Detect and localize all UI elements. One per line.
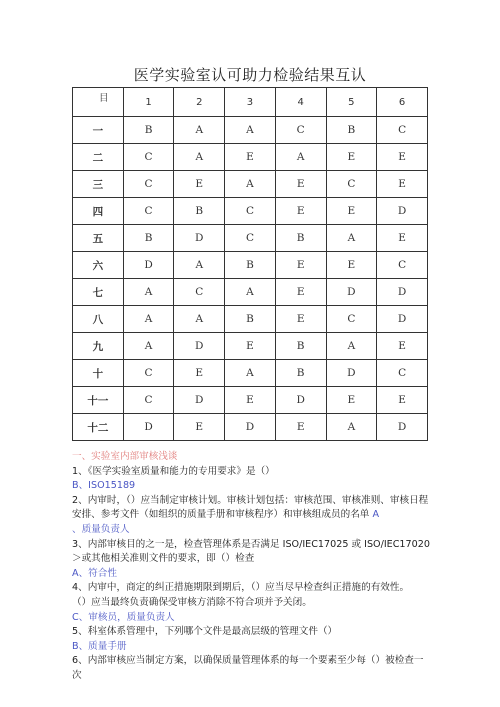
- row-label: 十: [73, 360, 124, 387]
- question-6: 6、内部审核应当制定方案，以确保质量管理体系的每一个要素至少每（）被检查一次: [72, 655, 424, 681]
- table-row: [73, 198, 428, 225]
- answer-3: A、符合性: [72, 567, 117, 579]
- answer-cell: E: [377, 144, 428, 171]
- question-2-text: 2、内审时，（）应当制定审核计划。审核计划包括：审核范围、审核准则、审核日程安排、参考文件（如组织的质量手册和审核程序）和审核组成员的名单: [72, 494, 429, 521]
- question-4b: （）应当最终负责确保受审核方消除不符合项并予关闭。: [72, 596, 312, 608]
- answer-cell: B: [275, 225, 326, 252]
- answer-cell: E: [275, 171, 326, 198]
- answer-cell: E: [225, 387, 276, 414]
- answer-cell: E: [275, 414, 326, 441]
- answer-cell: A: [123, 333, 174, 360]
- answer-cell: E: [275, 198, 326, 225]
- answer-cell: E: [377, 171, 428, 198]
- answer-cell: E: [326, 252, 377, 279]
- answer-cell: A: [326, 225, 377, 252]
- answer-cell: E: [174, 360, 225, 387]
- answer-cell: B: [225, 306, 276, 333]
- table-corner-cell: [73, 88, 124, 117]
- table-row: [73, 171, 428, 198]
- answer-cell: A: [174, 306, 225, 333]
- answer-cell: D: [377, 306, 428, 333]
- question-1: 1、《医学实验室质量和能力的专用要求》是（）: [72, 465, 275, 477]
- column-header: 3: [225, 88, 276, 117]
- answer-cell: D: [275, 387, 326, 414]
- table-row: [73, 414, 428, 441]
- question-2: [72, 494, 432, 523]
- column-header: 1: [123, 88, 174, 117]
- answer-cell: E: [225, 333, 276, 360]
- questions-section: [72, 450, 432, 684]
- answer-cell: E: [326, 198, 377, 225]
- answer-cell: D: [174, 387, 225, 414]
- answer-cell: C: [377, 252, 428, 279]
- corner-label: 目: [99, 93, 109, 104]
- answer-cell: E: [275, 279, 326, 306]
- answer-cell: C: [123, 387, 174, 414]
- answer-cell: E: [326, 387, 377, 414]
- answer-cell: C: [377, 117, 428, 144]
- column-header: 4: [275, 88, 326, 117]
- answer-cell: B: [326, 117, 377, 144]
- answer-cell: B: [123, 225, 174, 252]
- answer-cell: B: [174, 198, 225, 225]
- section-heading: 一、实验室内部审核浅谈: [72, 451, 178, 462]
- table-row: [73, 252, 428, 279]
- table-body: [73, 117, 428, 441]
- column-header: 2: [174, 88, 225, 117]
- answer-cell: C: [377, 360, 428, 387]
- answer-cell: A: [326, 333, 377, 360]
- answer-cell: E: [377, 387, 428, 414]
- answer-cell: C: [326, 306, 377, 333]
- table-row: [73, 225, 428, 252]
- column-header: 6: [377, 88, 428, 117]
- answer-cell: C: [225, 198, 276, 225]
- answer-cell: B: [275, 333, 326, 360]
- answer-cell: A: [174, 252, 225, 279]
- answer-cell: C: [123, 360, 174, 387]
- answer-5: B、质量手册: [72, 640, 127, 652]
- row-label: 十二: [73, 414, 124, 441]
- answer-cell: D: [326, 360, 377, 387]
- answer-cell: D: [326, 279, 377, 306]
- answer-cell: A: [275, 144, 326, 171]
- answer-cell: C: [123, 198, 174, 225]
- table-row: [73, 306, 428, 333]
- answer-cell: D: [377, 279, 428, 306]
- answer-2-letter: A: [372, 509, 380, 521]
- answer-cell: A: [225, 171, 276, 198]
- table-row: [73, 387, 428, 414]
- question-5: 5、科室体系管理中，下列哪个文件是最高层级的管理文件（）: [72, 626, 338, 638]
- answer-cell: E: [275, 252, 326, 279]
- row-label: 八: [73, 306, 124, 333]
- answer-cell: A: [174, 144, 225, 171]
- answer-cell: A: [326, 414, 377, 441]
- answer-cell: D: [174, 333, 225, 360]
- table-row: [73, 144, 428, 171]
- answer-cell: A: [225, 117, 276, 144]
- answer-cell: D: [225, 414, 276, 441]
- row-label: 七: [73, 279, 124, 306]
- question-3: 3、内部审核目的之一是，检查管理体系是否满足 ISO/IEC17025 或 ISO/IEC17020＞或其他相关准则文件的要求，即（）检查: [72, 538, 430, 565]
- answer-cell: A: [225, 279, 276, 306]
- answer-cell: C: [174, 279, 225, 306]
- row-label: 十一: [73, 387, 124, 414]
- answer-cell: C: [123, 171, 174, 198]
- answer-cell: D: [377, 414, 428, 441]
- answer-cell: A: [174, 117, 225, 144]
- answer-cell: E: [225, 144, 276, 171]
- row-label: 五: [73, 225, 124, 252]
- answer-cell: A: [123, 306, 174, 333]
- answer-cell: A: [123, 279, 174, 306]
- answer-cell: D: [174, 225, 225, 252]
- answer-cell: C: [123, 144, 174, 171]
- column-header: 5: [326, 88, 377, 117]
- answer-cell: E: [326, 144, 377, 171]
- answer-cell: D: [377, 198, 428, 225]
- answer-cell: B: [275, 360, 326, 387]
- answer-cell: C: [275, 117, 326, 144]
- row-label: 九: [73, 333, 124, 360]
- row-label: 四: [73, 198, 124, 225]
- answer-cell: C: [326, 171, 377, 198]
- answer-cell: B: [123, 117, 174, 144]
- answer-2: 、质量负责人: [72, 523, 130, 535]
- table-row: [73, 279, 428, 306]
- answer-cell: B: [225, 252, 276, 279]
- answer-cell: D: [123, 414, 174, 441]
- answer-cell: C: [225, 225, 276, 252]
- answer-cell: E: [275, 306, 326, 333]
- answer-cell: E: [174, 171, 225, 198]
- table-row: [73, 117, 428, 144]
- answer-cell: E: [377, 225, 428, 252]
- row-label: 一: [73, 117, 124, 144]
- answer-4: C、审核员，质量负责人: [72, 611, 175, 623]
- table-row: [73, 333, 428, 360]
- answer-table: [72, 87, 428, 441]
- answer-cell: A: [225, 360, 276, 387]
- table-header-row: [73, 88, 428, 117]
- row-label: 二: [73, 144, 124, 171]
- table-row: [73, 360, 428, 387]
- answer-cell: D: [123, 252, 174, 279]
- row-label: 三: [73, 171, 124, 198]
- question-4a: 4、内审中，商定的纠正措施期限到期后，（）应当尽早检查纠正措施的有效性。: [72, 582, 410, 594]
- answer-1: B、ISO15189: [72, 480, 136, 492]
- answer-cell: E: [377, 333, 428, 360]
- page-title: 医学实验室认可助力检验结果互认: [133, 66, 367, 84]
- row-label: 六: [73, 252, 124, 279]
- answer-cell: E: [174, 414, 225, 441]
